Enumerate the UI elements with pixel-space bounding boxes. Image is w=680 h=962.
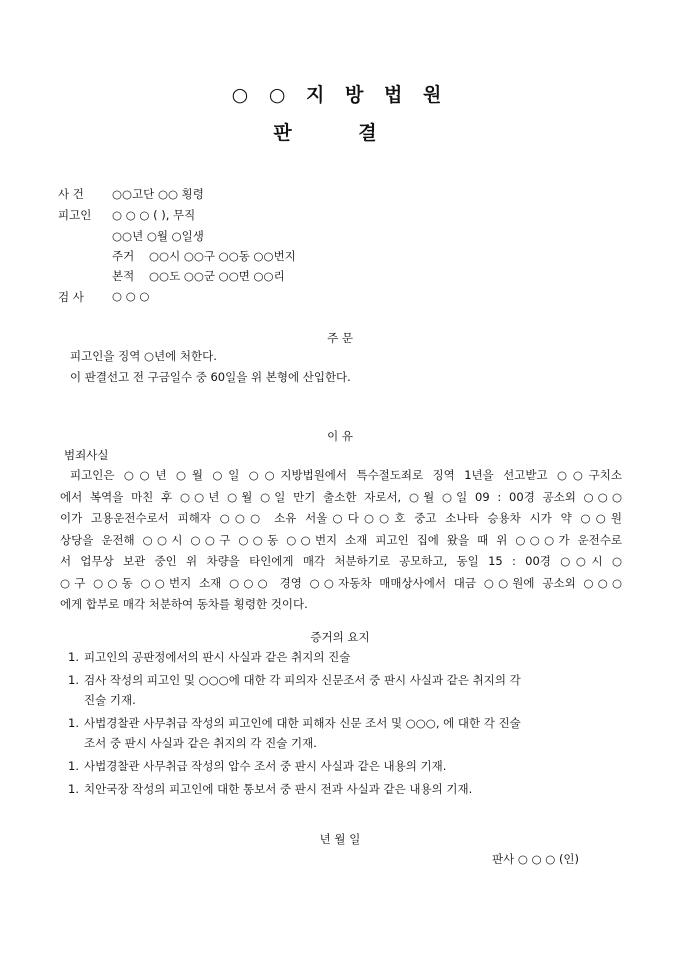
- address-label: 주거: [112, 249, 135, 263]
- case-label: 사 건: [58, 187, 84, 201]
- evidence-item: [68, 713, 624, 753]
- evidence-text: 사법경찰관 사무취급 작성의 피고인에 대한 피해자 신문 조서 및 ○○○, 에 대한 각 진술: [84, 716, 521, 730]
- evidence-heading: 증거의 요지: [310, 630, 370, 644]
- order-line: 피고인을 징역 ○년에 처한다.: [70, 349, 217, 363]
- reason-heading: 이 유: [327, 429, 353, 443]
- evidence-text: 조서 중 판시 사실과 같은 취지의 각 진술 기재.: [84, 736, 317, 750]
- evidence-number: 1.: [68, 673, 79, 687]
- evidence-number: 1.: [68, 782, 79, 796]
- crime-facts-line: 서 업무상 보관 중인 위 차량을 타인에게 매각 처분하기로 공모하고, 동일 15 : 00경 ○○시 ○: [60, 554, 622, 568]
- case-value: ○○고단 ○○ 횡령: [112, 187, 204, 201]
- evidence-text: 진술 기재.: [84, 693, 136, 707]
- crime-facts-line: ○구 ○○동 ○○번지 소재 ○○○ 경영 ○○자동차 매매상사에서 대금 ○○원에 공소외 ○○○: [60, 575, 622, 590]
- evidence-text: 피고인의 공판정에서의 판시 사실과 같은 취지의 진술: [84, 650, 351, 664]
- defendant-birth: ○○년 ○월 ○일생: [112, 229, 204, 243]
- crime-facts-line: 이가 고용운전수로서 피해자 ○○○ 소유 서울○다○○호 중고 소나타 승용차 시가 약 ○○원: [60, 511, 622, 525]
- order-heading: 주 문: [327, 331, 353, 345]
- crime-facts-line: 상당을 운전해 ○○시 ○○구 ○○동 ○○번지 소재 피고인 집에 왔을 때 위 ○○○가 운전수로: [60, 532, 622, 547]
- evidence-item: [68, 670, 624, 710]
- address-value: ○○시 ○○구 ○○동 ○○번지: [149, 249, 296, 263]
- evidence-number: 1.: [68, 759, 79, 773]
- crime-facts-line: 에서 복역을 마친 후 ○○년 ○월 ○일 만기 출소한 자로서, ○월 ○일 09 : 00경 공소외 ○○○: [60, 489, 622, 504]
- domicile-value: ○○도 ○○군 ○○면 ○○리: [149, 269, 285, 283]
- evidence-text: 사법경찰관 사무취급 작성의 압수 조서 중 판시 사실과 같은 내용의 기재.: [84, 759, 447, 773]
- evidence-item: [68, 756, 624, 776]
- crime-facts-line: 에게 합부로 매각 처분하여 동차를 횡령한 것이다.: [60, 597, 308, 611]
- judgment-date: 년 월 일: [319, 832, 361, 846]
- domicile-label: 본적: [112, 269, 135, 283]
- evidence-number: 1.: [68, 650, 79, 664]
- evidence-item: [68, 647, 624, 667]
- crime-facts-body: [60, 465, 622, 616]
- order-line: 이 판결선고 전 구금일수 중 60일을 위 본형에 산입한다.: [70, 370, 351, 384]
- crime-facts-heading: 범죄사실: [64, 448, 109, 462]
- document-type: 판 결: [273, 122, 407, 144]
- evidence-list: [68, 647, 624, 799]
- crime-facts-line: 피고인은 ○○년 ○월 ○일 ○○지방법원에서 특수절도죄로 징역 1년을 선고받고 ○○구치소: [70, 468, 622, 482]
- judge-signature: 판사 ○ ○ ○ (인): [492, 852, 580, 866]
- evidence-text: 치안국장 작성의 피고인에 대한 통보서 중 판시 전과 사실과 같은 내용의 기재.: [84, 782, 473, 796]
- defendant-value: ○ ○ ○ ( ), 무직: [112, 208, 196, 222]
- court-name: ○ ○ 지 방 법 원: [231, 84, 449, 106]
- prosecutor-value: ○ ○ ○: [112, 289, 150, 303]
- prosecutor-label: 검 사: [58, 290, 84, 304]
- defendant-label: 피고인: [58, 208, 92, 222]
- evidence-number: 1.: [68, 716, 79, 730]
- evidence-text: 검사 작성의 피고인 및 ○○○에 대한 각 피의자 신문조서 중 판시 사실과 같은 취지의 각: [84, 673, 521, 687]
- evidence-item: [68, 779, 624, 799]
